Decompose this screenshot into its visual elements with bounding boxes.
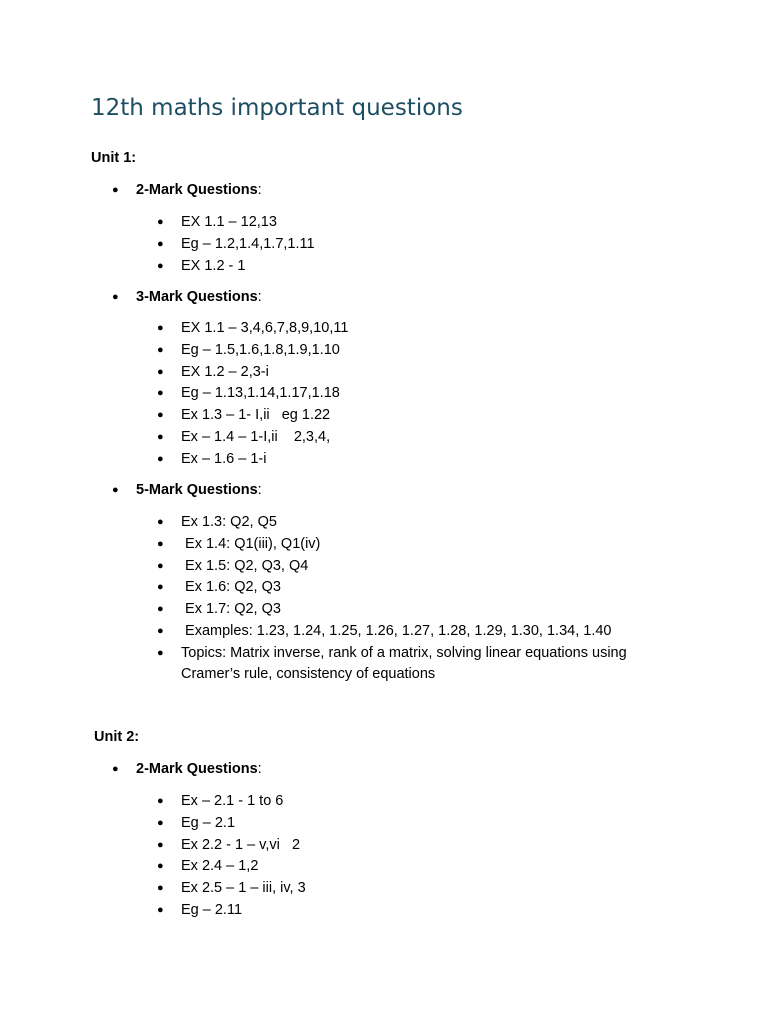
document-title: 12th maths important questions bbox=[91, 95, 463, 121]
list-item-text: Eg – 1.13,1.14,1.17,1.18 bbox=[181, 385, 340, 402]
list-item-text: Eg – 1.5,1.6,1.8,1.9,1.10 bbox=[181, 341, 340, 358]
bullet-icon: ● bbox=[157, 882, 164, 895]
list-item-text: Ex 1.7: Q2, Q3 bbox=[181, 601, 281, 618]
list-item-text: Ex – 2.1 - 1 to 6 bbox=[181, 793, 284, 809]
bullet-icon: ● bbox=[157, 581, 164, 594]
bullet-icon: ● bbox=[157, 603, 164, 616]
list-item-text: Ex 2.2 - 1 – v,vi 2 bbox=[181, 836, 301, 853]
bullet-icon: ● bbox=[157, 430, 164, 443]
bullet-icon: ● bbox=[157, 259, 164, 272]
list-item-text: Ex 1.5: Q2, Q3, Q4 bbox=[181, 557, 309, 574]
section-label: 3-Mark Questions bbox=[136, 289, 258, 305]
bullet-icon: ● bbox=[157, 237, 164, 250]
bullet-icon: ● bbox=[157, 516, 164, 528]
bullet-icon: ● bbox=[157, 322, 164, 334]
list-item-text: Ex 1.3: Q2, Q5 bbox=[181, 514, 277, 530]
bullet-icon: ● bbox=[112, 291, 119, 303]
list-item-text: Topics: Matrix inverse, rank of a matrix, solving linear equations using Cramer’s rule, consistency of equations bbox=[181, 644, 627, 683]
section-suffix: : bbox=[257, 761, 262, 777]
bullet-icon: ● bbox=[157, 624, 164, 637]
list-item-text: Eg – 1.2,1.4,1.7,1.11 bbox=[181, 235, 315, 252]
section-label: 2-Mark Questions bbox=[136, 182, 258, 198]
list-item-text: EX 1.2 – 2,3-i bbox=[181, 363, 269, 380]
unit-2-label: Unit 2: bbox=[94, 729, 140, 745]
list-item-text: Ex 1.4: Q1(iii), Q1(iv) bbox=[181, 535, 321, 552]
bullet-icon: ● bbox=[157, 860, 164, 873]
list-item-text: Eg – 2.11 bbox=[181, 901, 243, 918]
bullet-icon: ● bbox=[157, 795, 164, 807]
bullet-icon: ● bbox=[157, 216, 164, 228]
bullet-icon: ● bbox=[157, 387, 164, 400]
list-item-text: EX 1.1 – 12,13 bbox=[181, 214, 277, 230]
list-item-text: Ex 1.6: Q2, Q3 bbox=[181, 579, 281, 596]
list-item-text: Ex 2.4 – 1,2 bbox=[181, 858, 259, 875]
section-suffix: : bbox=[257, 182, 262, 198]
section-label: 2-Mark Questions bbox=[136, 761, 258, 777]
bullet-icon: ● bbox=[157, 452, 164, 465]
section-label: 5-Mark Questions bbox=[136, 482, 258, 498]
list-item-text: Eg – 2.1 bbox=[181, 814, 236, 831]
bullet-icon: ● bbox=[157, 646, 164, 659]
section-suffix: : bbox=[257, 482, 262, 498]
bullet-icon: ● bbox=[157, 343, 164, 356]
bullet-icon: ● bbox=[157, 903, 164, 916]
list-item-text: Examples: 1.23, 1.24, 1.25, 1.26, 1.27, 1.28, 1.29, 1.30, 1.34, 1.40 bbox=[181, 622, 612, 639]
list-item-text: Ex 1.3 – 1- I,ii eg 1.22 bbox=[181, 407, 331, 424]
section-suffix: : bbox=[257, 289, 262, 305]
list-item-text: EX 1.2 - 1 bbox=[181, 257, 246, 274]
bullet-icon: ● bbox=[157, 559, 164, 572]
list-item-text: EX 1.1 – 3,4,6,7,8,9,10,11 bbox=[181, 320, 349, 336]
bullet-icon: ● bbox=[157, 409, 164, 422]
list-item-text: Ex – 1.6 – 1-i bbox=[181, 450, 267, 467]
unit-1-heading bbox=[91, 148, 136, 168]
bullet-icon: ● bbox=[112, 184, 119, 196]
bullet-icon: ● bbox=[112, 484, 119, 496]
unit-2-heading bbox=[94, 727, 139, 747]
bullet-icon: ● bbox=[157, 537, 164, 550]
bullet-icon: ● bbox=[112, 763, 119, 775]
bullet-icon: ● bbox=[157, 816, 164, 829]
unit-1-label: Unit 1: bbox=[91, 150, 137, 166]
bullet-icon: ● bbox=[157, 365, 164, 378]
list-item-text: Ex – 1.4 – 1-I,ii 2,3,4, bbox=[181, 428, 331, 445]
bullet-icon: ● bbox=[157, 838, 164, 851]
list-item-text: Ex 2.5 – 1 – iii, iv, 3 bbox=[181, 880, 306, 897]
